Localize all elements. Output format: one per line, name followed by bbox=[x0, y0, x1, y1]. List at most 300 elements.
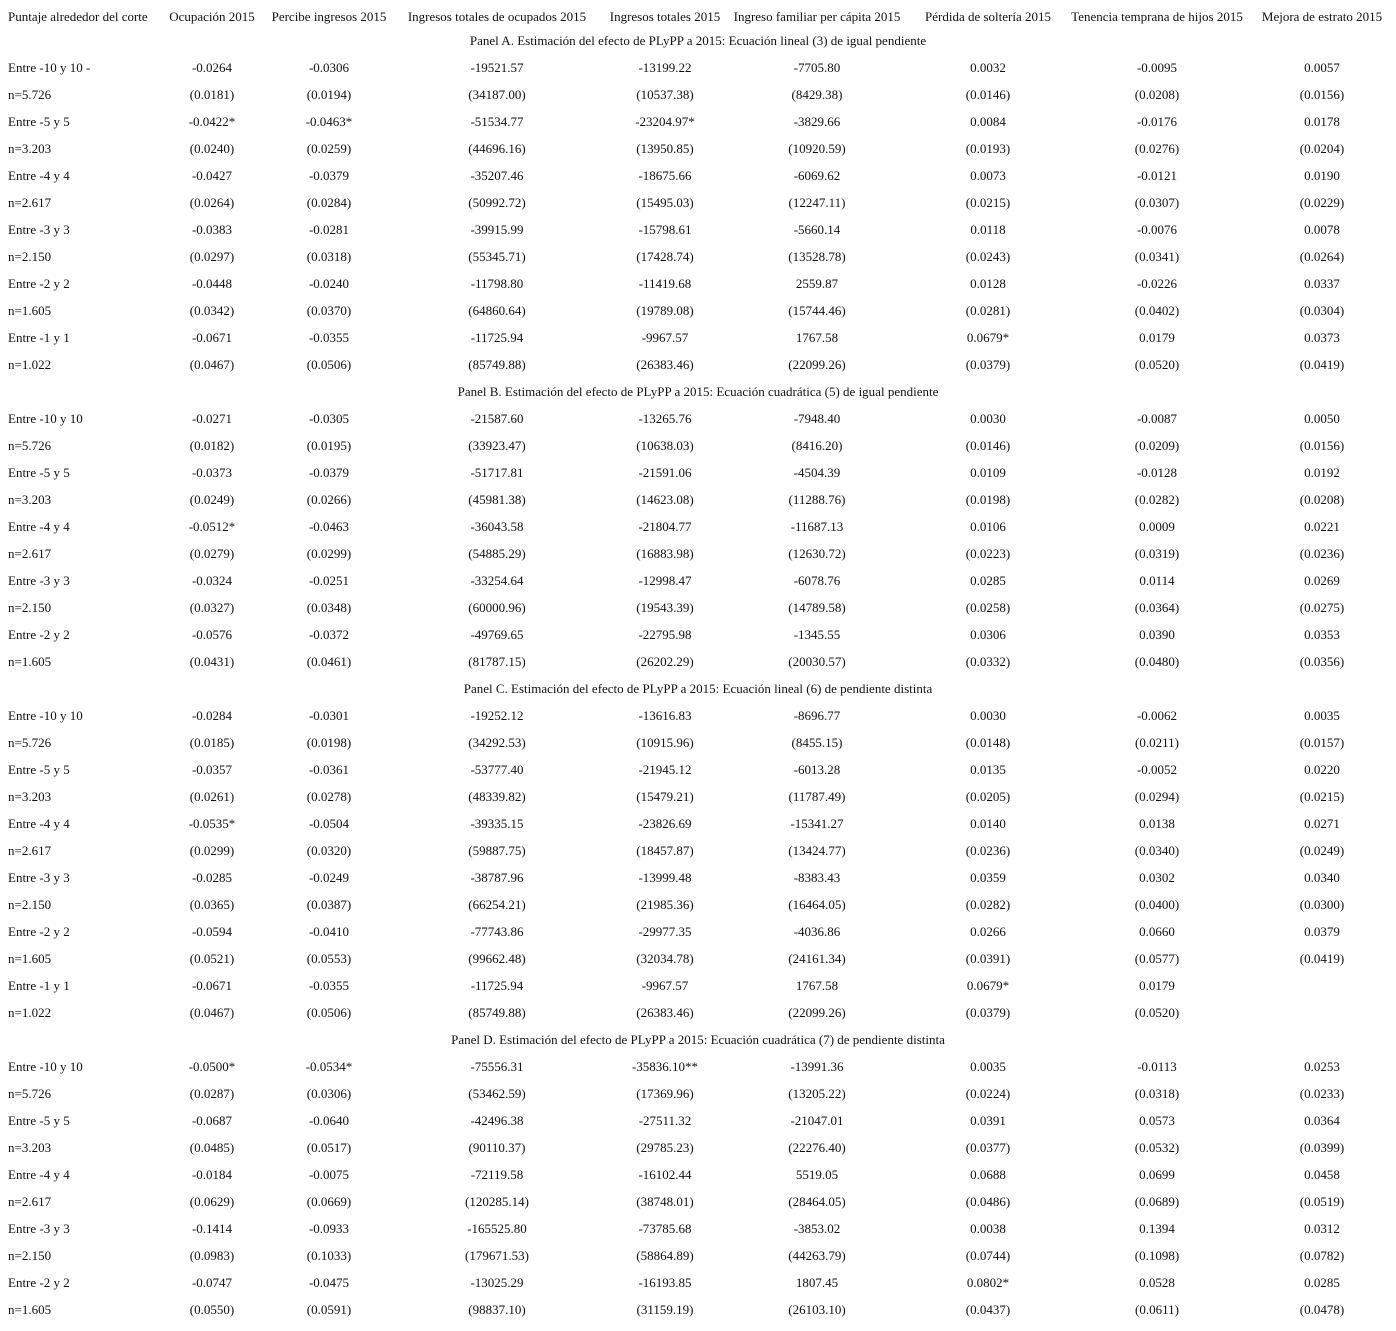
table-cell: 0.0050 bbox=[1304, 411, 1340, 426]
row-label: n=1.022 bbox=[8, 357, 52, 372]
table-cell: -72119.58 bbox=[470, 1167, 524, 1182]
std-error-row bbox=[0, 1080, 1396, 1107]
table-cell: (0.0485) bbox=[189, 1140, 235, 1155]
table-cell: (0.0281) bbox=[965, 303, 1011, 318]
table-cell: 1767.58 bbox=[795, 330, 839, 345]
row-label: Entre -4 y 4 bbox=[8, 1167, 70, 1182]
table-cell: (32034.78) bbox=[636, 951, 694, 966]
table-cell: (0.0259) bbox=[306, 141, 352, 156]
table-cell: -0.0535* bbox=[188, 816, 236, 831]
row-label: n=2.617 bbox=[8, 195, 52, 210]
table-cell: -0.0240 bbox=[308, 276, 350, 291]
table-cell: (0.0304) bbox=[1299, 303, 1345, 318]
table-cell: (60000.96) bbox=[468, 600, 526, 615]
table-cell: 0.0030 bbox=[970, 411, 1006, 426]
table-cell: -22795.98 bbox=[638, 627, 692, 642]
panel-title-row bbox=[0, 378, 1396, 405]
table-cell: (19789.08) bbox=[636, 303, 694, 318]
estimate-row bbox=[0, 1215, 1396, 1242]
table-cell: (16883.98) bbox=[636, 546, 694, 561]
std-error-row bbox=[0, 837, 1396, 864]
table-cell: -33254.64 bbox=[470, 573, 524, 588]
table-cell: -35836.10** bbox=[631, 1059, 699, 1074]
table-cell: (0.0387) bbox=[306, 897, 352, 912]
table-cell: -39335.15 bbox=[470, 816, 524, 831]
table-cell: -49769.65 bbox=[470, 627, 524, 642]
table-cell: -0.0113 bbox=[1137, 1059, 1177, 1074]
table-cell: -0.0121 bbox=[1136, 168, 1178, 183]
table-cell: (0.0261) bbox=[189, 789, 235, 804]
table-cell: -16193.85 bbox=[638, 1275, 692, 1290]
table-cell: -4504.39 bbox=[793, 465, 841, 480]
table-cell: (59887.75) bbox=[468, 843, 526, 858]
table-cell: -13199.22 bbox=[638, 60, 692, 75]
table-cell: (0.0611) bbox=[1135, 1302, 1179, 1317]
table-cell: (44696.16) bbox=[468, 141, 526, 156]
table-cell: (0.0467) bbox=[189, 357, 235, 372]
row-label: n=2.150 bbox=[8, 897, 52, 912]
row-label: Entre -4 y 4 bbox=[8, 519, 70, 534]
table-cell: (45981.38) bbox=[468, 492, 526, 507]
table-cell: (0.0194) bbox=[306, 87, 352, 102]
table-cell: -0.0284 bbox=[191, 708, 233, 723]
table-cell: -23826.69 bbox=[638, 816, 692, 831]
table-cell: (0.0689) bbox=[1134, 1194, 1180, 1209]
table-cell: (0.0243) bbox=[965, 249, 1011, 264]
table-cell: (0.0236) bbox=[965, 843, 1011, 858]
table-cell: (0.0517) bbox=[306, 1140, 352, 1155]
row-label: n=1.605 bbox=[8, 1302, 52, 1317]
table-cell: 0.0364 bbox=[1304, 1113, 1340, 1128]
table-cell: (0.1098) bbox=[1134, 1248, 1180, 1263]
table-cell: -0.0301 bbox=[308, 708, 350, 723]
estimate-row bbox=[0, 1269, 1396, 1296]
table-cell: (33923.47) bbox=[468, 438, 526, 453]
table-cell: (34187.00) bbox=[468, 87, 526, 102]
table-cell: (0.0181) bbox=[189, 87, 235, 102]
std-error-row bbox=[0, 351, 1396, 378]
table-cell: (0.0266) bbox=[306, 492, 352, 507]
table-cell: -35207.46 bbox=[470, 168, 524, 183]
table-cell: 0.0269 bbox=[1304, 573, 1340, 588]
table-cell: -7705.80 bbox=[793, 60, 841, 75]
table-cell: (0.0419) bbox=[1299, 951, 1345, 966]
row-label: Entre -4 y 4 bbox=[8, 168, 70, 183]
table-cell: -38787.96 bbox=[470, 870, 524, 885]
table-cell: -8383.43 bbox=[793, 870, 841, 885]
std-error-row bbox=[0, 945, 1396, 972]
table-cell: (0.1033) bbox=[306, 1248, 352, 1263]
estimate-row bbox=[0, 1107, 1396, 1134]
row-label: Entre -3 y 3 bbox=[8, 222, 70, 237]
table-cell: -0.0285 bbox=[191, 870, 233, 885]
table-cell: -21945.12 bbox=[638, 762, 692, 777]
row-label: n=1.605 bbox=[8, 303, 52, 318]
table-cell: -21047.01 bbox=[790, 1113, 844, 1128]
table-cell: 0.0390 bbox=[1139, 627, 1175, 642]
column-header: Ingresos totales 2015 bbox=[609, 9, 721, 24]
table-cell: (0.0402) bbox=[1134, 303, 1180, 318]
table-cell: -77743.86 bbox=[470, 924, 524, 939]
table-cell: -0.0176 bbox=[1136, 114, 1178, 129]
table-cell: -165525.80 bbox=[467, 1221, 527, 1236]
table-cell: (0.0276) bbox=[1134, 141, 1180, 156]
table-cell: -8696.77 bbox=[793, 708, 841, 723]
table-cell: (0.0182) bbox=[189, 438, 235, 453]
table-cell: -23204.97* bbox=[635, 114, 695, 129]
table-cell: (0.0223) bbox=[965, 546, 1011, 561]
row-label: n=2.617 bbox=[8, 843, 52, 858]
row-label: n=5.726 bbox=[8, 735, 52, 750]
estimate-row bbox=[0, 810, 1396, 837]
table-cell: -21587.60 bbox=[470, 411, 524, 426]
panel-title: Panel A. Estimación del efecto de PLyPP a 2015: Ecuación lineal (3) de igual pendiente bbox=[469, 33, 927, 48]
table-cell: -0.0361 bbox=[308, 762, 350, 777]
table-cell: -0.0062 bbox=[1136, 708, 1178, 723]
table-cell: (179671.53) bbox=[465, 1248, 529, 1263]
std-error-row bbox=[0, 189, 1396, 216]
table-cell: -13999.48 bbox=[638, 870, 692, 885]
table-cell: (85749.88) bbox=[468, 1005, 526, 1020]
table-cell: (0.0744) bbox=[965, 1248, 1011, 1263]
table-cell: -13025.29 bbox=[470, 1275, 524, 1290]
row-label: Entre -2 y 2 bbox=[8, 276, 70, 291]
table-cell: -12998.47 bbox=[638, 573, 692, 588]
estimate-row bbox=[0, 864, 1396, 891]
table-cell: -19521.57 bbox=[470, 60, 524, 75]
estimate-row bbox=[0, 405, 1396, 432]
table-cell: 0.0179 bbox=[1139, 978, 1175, 993]
column-header: Ocupación 2015 bbox=[169, 9, 255, 24]
header-row bbox=[0, 9, 1396, 27]
table-cell: (8455.15) bbox=[791, 735, 843, 750]
table-cell: -0.0594 bbox=[191, 924, 233, 939]
table-cell: (0.0356) bbox=[1299, 654, 1345, 669]
table-cell: (0.0550) bbox=[189, 1302, 235, 1317]
table-cell: (0.0195) bbox=[306, 438, 352, 453]
table-cell: 0.0306 bbox=[970, 627, 1006, 642]
row-label: Entre -10 y 10 - bbox=[8, 60, 91, 75]
estimate-row bbox=[0, 567, 1396, 594]
table-cell: 0.0285 bbox=[970, 573, 1006, 588]
table-cell: (58864.89) bbox=[636, 1248, 694, 1263]
estimate-row bbox=[0, 459, 1396, 486]
table-cell: (0.0370) bbox=[306, 303, 352, 318]
row-label: Entre -10 y 10 bbox=[8, 411, 83, 426]
table-cell: -6069.62 bbox=[793, 168, 841, 183]
table-cell: (98837.10) bbox=[468, 1302, 526, 1317]
std-error-row bbox=[0, 243, 1396, 270]
table-cell: 0.0379 bbox=[1304, 924, 1340, 939]
table-cell: (21985.36) bbox=[636, 897, 694, 912]
table-cell: 0.0140 bbox=[970, 816, 1006, 831]
table-cell: 1807.45 bbox=[795, 1275, 839, 1290]
table-cell: (0.0148) bbox=[965, 735, 1011, 750]
table-cell: (0.0553) bbox=[306, 951, 352, 966]
table-cell: (24161.34) bbox=[788, 951, 846, 966]
table-cell: 0.0391 bbox=[970, 1113, 1006, 1128]
table-cell: (16464.05) bbox=[788, 897, 846, 912]
table-cell: 0.0118 bbox=[970, 222, 1006, 237]
table-cell: (0.0431) bbox=[189, 654, 235, 669]
table-cell: 0.0035 bbox=[1304, 708, 1340, 723]
column-header: Ingreso familiar per cápita 2015 bbox=[733, 9, 901, 24]
std-error-row bbox=[0, 540, 1396, 567]
std-error-row bbox=[0, 486, 1396, 513]
table-cell: -0.0379 bbox=[308, 465, 350, 480]
table-cell: (28464.05) bbox=[788, 1194, 846, 1209]
table-cell: -21591.06 bbox=[638, 465, 692, 480]
table-cell: 0.1394 bbox=[1139, 1221, 1175, 1236]
table-cell: 0.0073 bbox=[970, 168, 1006, 183]
table-cell: (0.0577) bbox=[1134, 951, 1180, 966]
panel-title-row bbox=[0, 27, 1396, 54]
table-cell: -0.0095 bbox=[1136, 60, 1178, 75]
table-cell: -18675.66 bbox=[638, 168, 692, 183]
row-label: Entre -5 y 5 bbox=[8, 1113, 70, 1128]
table-cell: -5660.14 bbox=[793, 222, 841, 237]
table-cell: -0.0448 bbox=[191, 276, 233, 291]
table-cell: 0.0802* bbox=[966, 1275, 1010, 1290]
table-cell: -13616.83 bbox=[638, 708, 692, 723]
std-error-row bbox=[0, 432, 1396, 459]
table-cell: (0.0480) bbox=[1134, 654, 1180, 669]
table-cell: -19252.12 bbox=[470, 708, 524, 723]
table-cell: (0.0249) bbox=[1299, 843, 1345, 858]
row-label: n=1.605 bbox=[8, 951, 52, 966]
table-cell: (85749.88) bbox=[468, 357, 526, 372]
std-error-row bbox=[0, 81, 1396, 108]
estimate-row bbox=[0, 216, 1396, 243]
table-cell: 0.0009 bbox=[1139, 519, 1175, 534]
row-label: n=3.203 bbox=[8, 789, 52, 804]
table-cell: (0.0156) bbox=[1299, 438, 1345, 453]
table-cell: -0.0534* bbox=[305, 1059, 353, 1074]
table-cell: (0.0204) bbox=[1299, 141, 1345, 156]
table-cell: (0.0236) bbox=[1299, 546, 1345, 561]
table-cell: (64860.64) bbox=[468, 303, 526, 318]
table-cell: -7948.40 bbox=[793, 411, 841, 426]
table-cell: (0.0520) bbox=[1134, 357, 1180, 372]
table-cell: (0.0240) bbox=[189, 141, 235, 156]
table-cell: -29977.35 bbox=[638, 924, 692, 939]
estimate-row bbox=[0, 702, 1396, 729]
table-cell: 0.0057 bbox=[1304, 60, 1340, 75]
estimate-row bbox=[0, 324, 1396, 351]
table-cell: (10638.03) bbox=[636, 438, 694, 453]
table-cell: 0.0221 bbox=[1304, 519, 1340, 534]
table-cell: (0.0156) bbox=[1299, 87, 1345, 102]
table-cell: 0.0340 bbox=[1304, 870, 1340, 885]
table-cell: (99662.48) bbox=[468, 951, 526, 966]
table-cell: -0.0933 bbox=[308, 1221, 350, 1236]
table-cell: -0.0379 bbox=[308, 168, 350, 183]
table-cell: -0.0640 bbox=[308, 1113, 350, 1128]
column-header: Pérdida de soltería 2015 bbox=[925, 9, 1051, 24]
row-label: Entre -10 y 10 bbox=[8, 708, 83, 723]
table-cell: (0.0146) bbox=[965, 87, 1011, 102]
table-cell: -0.0281 bbox=[308, 222, 350, 237]
row-label: n=1.022 bbox=[8, 1005, 52, 1020]
std-error-row bbox=[0, 1242, 1396, 1269]
table-cell: -0.0305 bbox=[308, 411, 350, 426]
table-cell: (0.0249) bbox=[189, 492, 235, 507]
table-cell: (50992.72) bbox=[468, 195, 526, 210]
panel-title: Panel B. Estimación del efecto de PLyPP a 2015: Ecuación cuadrática (5) de igual pendiente bbox=[457, 384, 939, 399]
table-cell: -0.0747 bbox=[191, 1275, 233, 1290]
std-error-row bbox=[0, 648, 1396, 675]
table-cell: 5519.05 bbox=[795, 1167, 839, 1182]
table-cell: (0.0279) bbox=[189, 546, 235, 561]
table-cell: (0.0264) bbox=[1299, 249, 1345, 264]
table-cell: -11798.80 bbox=[470, 276, 524, 291]
table-cell: (48339.82) bbox=[468, 789, 526, 804]
table-cell: (0.0318) bbox=[306, 249, 352, 264]
table-cell: -39915.99 bbox=[470, 222, 524, 237]
table-cell: (34292.53) bbox=[468, 735, 526, 750]
table-cell: (0.0215) bbox=[1299, 789, 1345, 804]
std-error-row bbox=[0, 999, 1396, 1026]
table-cell: 0.0271 bbox=[1304, 816, 1340, 831]
table-cell: (0.0532) bbox=[1134, 1140, 1180, 1155]
table-cell: -0.0357 bbox=[191, 762, 233, 777]
table-cell: (11288.76) bbox=[788, 492, 846, 507]
table-cell: -15798.61 bbox=[638, 222, 692, 237]
table-cell: (18457.87) bbox=[636, 843, 694, 858]
table-cell: (10920.59) bbox=[788, 141, 846, 156]
table-cell: (0.0377) bbox=[965, 1140, 1011, 1155]
std-error-row bbox=[0, 297, 1396, 324]
table-cell: (0.0146) bbox=[965, 438, 1011, 453]
row-label: Entre -5 y 5 bbox=[8, 114, 70, 129]
table-cell: (0.0379) bbox=[965, 357, 1011, 372]
estimate-row bbox=[0, 1053, 1396, 1080]
table-cell: -0.0422* bbox=[188, 114, 236, 129]
table-cell: (10915.96) bbox=[636, 735, 694, 750]
table-cell: -13991.36 bbox=[790, 1059, 844, 1074]
table-cell: 2559.87 bbox=[795, 276, 839, 291]
row-label: n=5.726 bbox=[8, 1086, 52, 1101]
table-cell: (0.0287) bbox=[189, 1086, 235, 1101]
table-cell: (0.0486) bbox=[965, 1194, 1011, 1209]
table-cell: 0.0138 bbox=[1139, 816, 1175, 831]
table-cell: (0.0198) bbox=[306, 735, 352, 750]
table-cell: (0.0591) bbox=[306, 1302, 352, 1317]
table-cell: (0.0419) bbox=[1299, 357, 1345, 372]
table-cell: (13528.78) bbox=[788, 249, 846, 264]
table-cell: -3829.66 bbox=[793, 114, 841, 129]
table-cell: -0.0355 bbox=[308, 978, 350, 993]
table-cell: (26383.46) bbox=[636, 1005, 694, 1020]
table-cell: (20030.57) bbox=[788, 654, 846, 669]
table-cell: -53777.40 bbox=[470, 762, 524, 777]
column-header: Mejora de estrato 2015 bbox=[1261, 9, 1383, 24]
table-cell: -0.0249 bbox=[308, 870, 350, 885]
table-cell: -6013.28 bbox=[793, 762, 841, 777]
estimate-row bbox=[0, 972, 1396, 999]
table-cell: (8429.38) bbox=[791, 87, 843, 102]
table-cell: -36043.58 bbox=[470, 519, 524, 534]
table-cell: (0.0198) bbox=[965, 492, 1011, 507]
row-label: n=2.150 bbox=[8, 1248, 52, 1263]
table-cell: (0.0364) bbox=[1134, 600, 1180, 615]
table-cell: (0.0208) bbox=[1299, 492, 1345, 507]
table-cell: -0.0128 bbox=[1136, 465, 1178, 480]
row-label: n=3.203 bbox=[8, 141, 52, 156]
std-error-row bbox=[0, 1296, 1396, 1323]
table-cell: -51534.77 bbox=[470, 114, 524, 129]
table-cell: (8416.20) bbox=[791, 438, 843, 453]
table-cell: (0.0327) bbox=[189, 600, 235, 615]
table-cell: (17428.74) bbox=[636, 249, 694, 264]
table-cell: 0.0688 bbox=[970, 1167, 1006, 1182]
panel-title-row bbox=[0, 1026, 1396, 1053]
std-error-row bbox=[0, 729, 1396, 756]
table-cell: (0.0208) bbox=[1134, 87, 1180, 102]
table-cell: 0.0106 bbox=[970, 519, 1006, 534]
table-cell: -75556.31 bbox=[470, 1059, 524, 1074]
table-cell: -0.0052 bbox=[1136, 762, 1178, 777]
table-cell: (90110.37) bbox=[468, 1140, 526, 1155]
table-cell: -0.0512* bbox=[188, 519, 236, 534]
std-error-row bbox=[0, 594, 1396, 621]
table-cell: -0.0076 bbox=[1136, 222, 1178, 237]
row-label: Entre -2 y 2 bbox=[8, 627, 70, 642]
table-cell: 0.0135 bbox=[970, 762, 1006, 777]
table-cell: 0.0679* bbox=[966, 330, 1010, 345]
table-cell: 0.0084 bbox=[970, 114, 1006, 129]
table-cell: (22276.40) bbox=[788, 1140, 846, 1155]
table-cell: (0.0258) bbox=[965, 600, 1011, 615]
table-cell: (0.0278) bbox=[306, 789, 352, 804]
table-cell: -11687.13 bbox=[790, 519, 844, 534]
table-cell: (0.0669) bbox=[306, 1194, 352, 1209]
table-cell: 0.0699 bbox=[1139, 1167, 1175, 1182]
table-cell: -0.1414 bbox=[191, 1221, 233, 1236]
row-label: n=3.203 bbox=[8, 492, 52, 507]
table-cell: (11787.49) bbox=[788, 789, 846, 804]
table-cell: -13265.76 bbox=[638, 411, 692, 426]
table-cell: -1345.55 bbox=[793, 627, 841, 642]
table-cell: (14789.58) bbox=[788, 600, 846, 615]
table-cell: 0.0359 bbox=[970, 870, 1006, 885]
table-cell: (0.0391) bbox=[965, 951, 1011, 966]
table-cell: 0.0253 bbox=[1304, 1059, 1340, 1074]
table-cell: (0.0478) bbox=[1299, 1302, 1345, 1317]
table-cell: (0.0983) bbox=[189, 1248, 235, 1263]
estimate-row bbox=[0, 162, 1396, 189]
table-cell: (38748.01) bbox=[636, 1194, 694, 1209]
table-cell: -0.0373 bbox=[191, 465, 233, 480]
table-cell: 0.0373 bbox=[1304, 330, 1340, 345]
table-cell: (0.0320) bbox=[306, 843, 352, 858]
row-label: n=2.150 bbox=[8, 600, 52, 615]
estimate-row bbox=[0, 108, 1396, 135]
column-header: Puntaje alrededor del corte bbox=[8, 9, 148, 24]
table-cell: 0.0035 bbox=[970, 1059, 1006, 1074]
row-label: Entre -1 y 1 bbox=[8, 978, 70, 993]
table-cell: -0.0383 bbox=[191, 222, 233, 237]
table-cell: -51717.81 bbox=[470, 465, 524, 480]
row-label: n=2.617 bbox=[8, 1194, 52, 1209]
table-cell: (0.0294) bbox=[1134, 789, 1180, 804]
table-cell: (0.0348) bbox=[306, 600, 352, 615]
table-cell: (10537.38) bbox=[636, 87, 694, 102]
table-cell: (0.0506) bbox=[306, 1005, 352, 1020]
table-cell: (13205.22) bbox=[788, 1086, 846, 1101]
row-label: Entre -10 y 10 bbox=[8, 1059, 83, 1074]
table-cell: -0.0226 bbox=[1136, 276, 1178, 291]
